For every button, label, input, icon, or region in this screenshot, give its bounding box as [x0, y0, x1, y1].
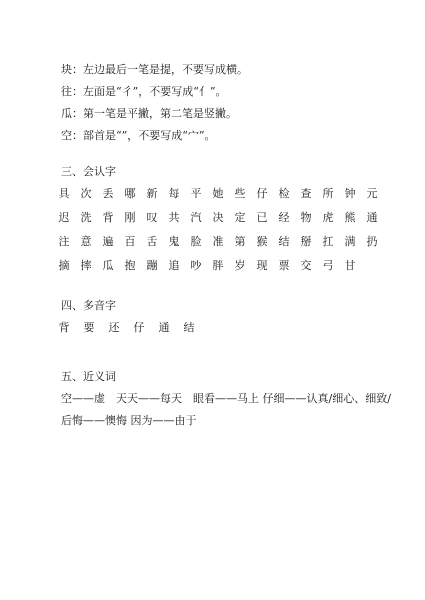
- character: 掰: [300, 235, 312, 248]
- character: 物: [300, 211, 312, 224]
- character: 猴: [256, 235, 268, 248]
- character: 具: [58, 187, 70, 200]
- character-row: [58, 234, 378, 250]
- character: 通: [158, 321, 170, 334]
- character: 票: [278, 259, 290, 272]
- character: 结: [278, 235, 290, 248]
- character: 刚: [124, 211, 136, 224]
- note-line: 瓜：第一笔是平撇，第二笔是竖撇。: [61, 107, 237, 120]
- character: 决: [212, 211, 224, 224]
- character: 共: [168, 211, 180, 224]
- character: 现: [256, 259, 268, 272]
- character: 岁: [234, 259, 246, 272]
- character: 弓: [322, 259, 334, 272]
- character: 哪: [124, 187, 136, 200]
- section-heading-polyphonic-characters: 四、多音字: [61, 299, 116, 312]
- character: 丢: [102, 187, 114, 200]
- character: 叹: [146, 211, 158, 224]
- character: 第: [234, 235, 246, 248]
- character: 迟: [58, 211, 70, 224]
- character: 平: [190, 187, 202, 200]
- character: 查: [300, 187, 312, 200]
- synonym-line: 空——虚 天天——每天 眼看——马上 仔细——认真/细心、细致/: [61, 392, 391, 405]
- character: 满: [344, 235, 356, 248]
- character-row: [58, 186, 378, 202]
- character: 结: [183, 321, 195, 334]
- character: 遍: [102, 235, 114, 248]
- character: 意: [80, 235, 92, 248]
- character: 汽: [190, 211, 202, 224]
- character: 百: [124, 235, 136, 248]
- character: 抱: [124, 259, 136, 272]
- character: 胖: [212, 259, 224, 272]
- character: 追: [168, 259, 180, 272]
- character: 所: [322, 187, 334, 200]
- synonym-line: 后悔——懊悔 因为——由于: [61, 414, 197, 427]
- character: 元: [366, 187, 378, 200]
- character: 仔: [133, 321, 145, 334]
- character: 仔: [256, 187, 268, 200]
- character: 经: [278, 211, 290, 224]
- character: 鬼: [168, 235, 180, 248]
- character: 定: [234, 211, 246, 224]
- character: 准: [212, 235, 224, 248]
- character: 她: [212, 187, 224, 200]
- character: 注: [58, 235, 70, 248]
- note-line: 往：左面是“彳”，不要写成“亻”。: [61, 85, 227, 98]
- character: 交: [300, 259, 312, 272]
- character: 些: [234, 187, 246, 200]
- section-heading-recognize-characters: 三、会认字: [61, 165, 116, 178]
- character: 已: [256, 211, 268, 224]
- section-heading-synonyms: 五、近义词: [61, 370, 116, 383]
- character: 背: [102, 211, 114, 224]
- note-line: 空：部首是“”，不要写成“宀”。: [61, 129, 216, 142]
- character: 新: [146, 187, 158, 200]
- character: 检: [278, 187, 290, 200]
- note-line: 块：左边最后一笔是提，不要写成横。: [61, 63, 248, 76]
- character: 舌: [146, 235, 158, 248]
- character: 扛: [322, 235, 334, 248]
- character: 背: [58, 321, 70, 334]
- character-row: [58, 320, 208, 336]
- character: 虎: [322, 211, 334, 224]
- character: 次: [80, 187, 92, 200]
- character-row: [58, 258, 356, 274]
- character: 还: [108, 321, 120, 334]
- character: 洗: [80, 211, 92, 224]
- character: 蹦: [146, 259, 158, 272]
- character: 每: [168, 187, 180, 200]
- character: 摘: [58, 259, 70, 272]
- character: 扔: [366, 235, 378, 248]
- character: 熊: [344, 211, 356, 224]
- character: 要: [83, 321, 95, 334]
- character: 通: [366, 211, 378, 224]
- character: 摔: [80, 259, 92, 272]
- character: 钟: [344, 187, 356, 200]
- character: 瓜: [102, 259, 114, 272]
- character: 脸: [190, 235, 202, 248]
- character-row: [58, 210, 378, 226]
- character: 甘: [344, 259, 356, 272]
- character: 吵: [190, 259, 202, 272]
